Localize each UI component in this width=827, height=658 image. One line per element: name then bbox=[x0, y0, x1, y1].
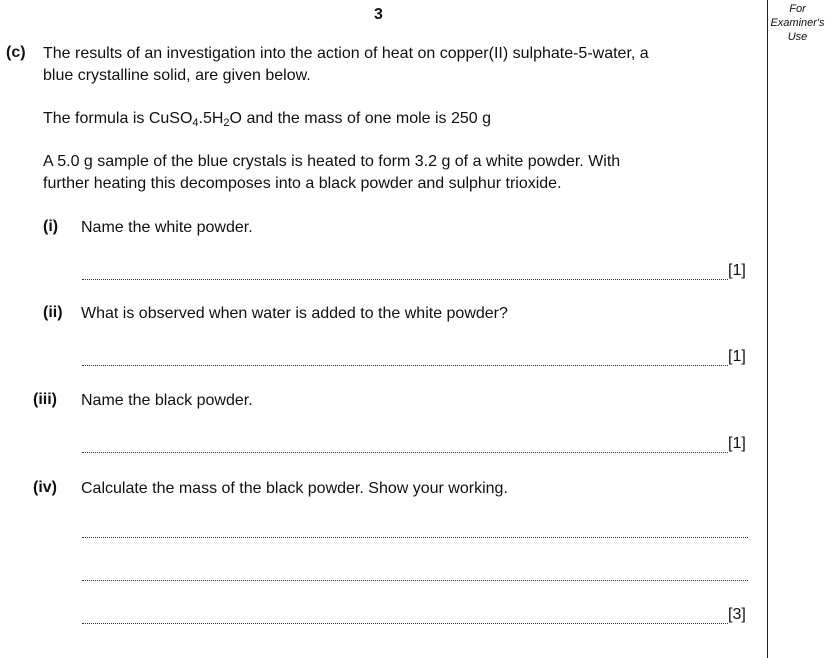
formula-prefix: The formula is CuSO bbox=[43, 110, 193, 127]
formula-subscript-2: 2 bbox=[223, 117, 230, 129]
examiner-box-line3: Use bbox=[787, 31, 808, 43]
sample-line-1: A 5.0 g sample of the blue crystals is heated to form 3.2 g of a white powder. With bbox=[43, 153, 621, 170]
page-number: 3 bbox=[374, 6, 383, 23]
examiner-use-box bbox=[768, 2, 827, 44]
question-iii-mark: [1] bbox=[728, 435, 746, 452]
question-i-mark: [1] bbox=[728, 262, 746, 279]
question-ii-label: (ii) bbox=[43, 304, 63, 321]
formula-mid: .5H bbox=[198, 110, 224, 127]
question-iii-label: (iii) bbox=[33, 391, 57, 408]
question-iv-label: (iv) bbox=[33, 479, 57, 496]
question-iv-mark: [3] bbox=[728, 606, 746, 623]
examiner-margin-line bbox=[767, 0, 768, 658]
answer-line-ii[interactable] bbox=[82, 345, 728, 366]
intro-line-2: blue crystalline solid, are given below. bbox=[43, 67, 311, 84]
examiner-box-line1: For bbox=[789, 3, 806, 15]
formula-suffix: O and the mass of one mole is 250 g bbox=[229, 110, 492, 127]
question-ii-text: What is observed when water is added to the white powder? bbox=[81, 305, 508, 322]
question-ii-mark: [1] bbox=[728, 348, 746, 365]
formula-subscript-4: 4 bbox=[192, 117, 199, 129]
answer-line-iii[interactable] bbox=[82, 432, 728, 453]
part-label: (c) bbox=[6, 44, 26, 61]
question-i-text: Name the white powder. bbox=[81, 219, 253, 236]
answer-line-i[interactable] bbox=[82, 259, 728, 280]
answer-line-iv-1[interactable] bbox=[82, 517, 748, 538]
formula-line bbox=[43, 109, 491, 129]
answer-line-iv-3[interactable] bbox=[82, 603, 728, 624]
question-iii-text: Name the black powder. bbox=[81, 392, 253, 409]
intro-line-1: The results of an investigation into the action of heat on copper(II) sulphate-5-water, a bbox=[43, 45, 649, 62]
question-i-label: (i) bbox=[43, 218, 59, 235]
answer-line-iv-2[interactable] bbox=[82, 560, 748, 581]
examiner-box-line2: Examiner's bbox=[770, 17, 825, 29]
question-iv-text: Calculate the mass of the black powder. Show your working. bbox=[81, 480, 508, 497]
sample-line-2: further heating this decomposes into a black powder and sulphur trioxide. bbox=[43, 175, 562, 192]
